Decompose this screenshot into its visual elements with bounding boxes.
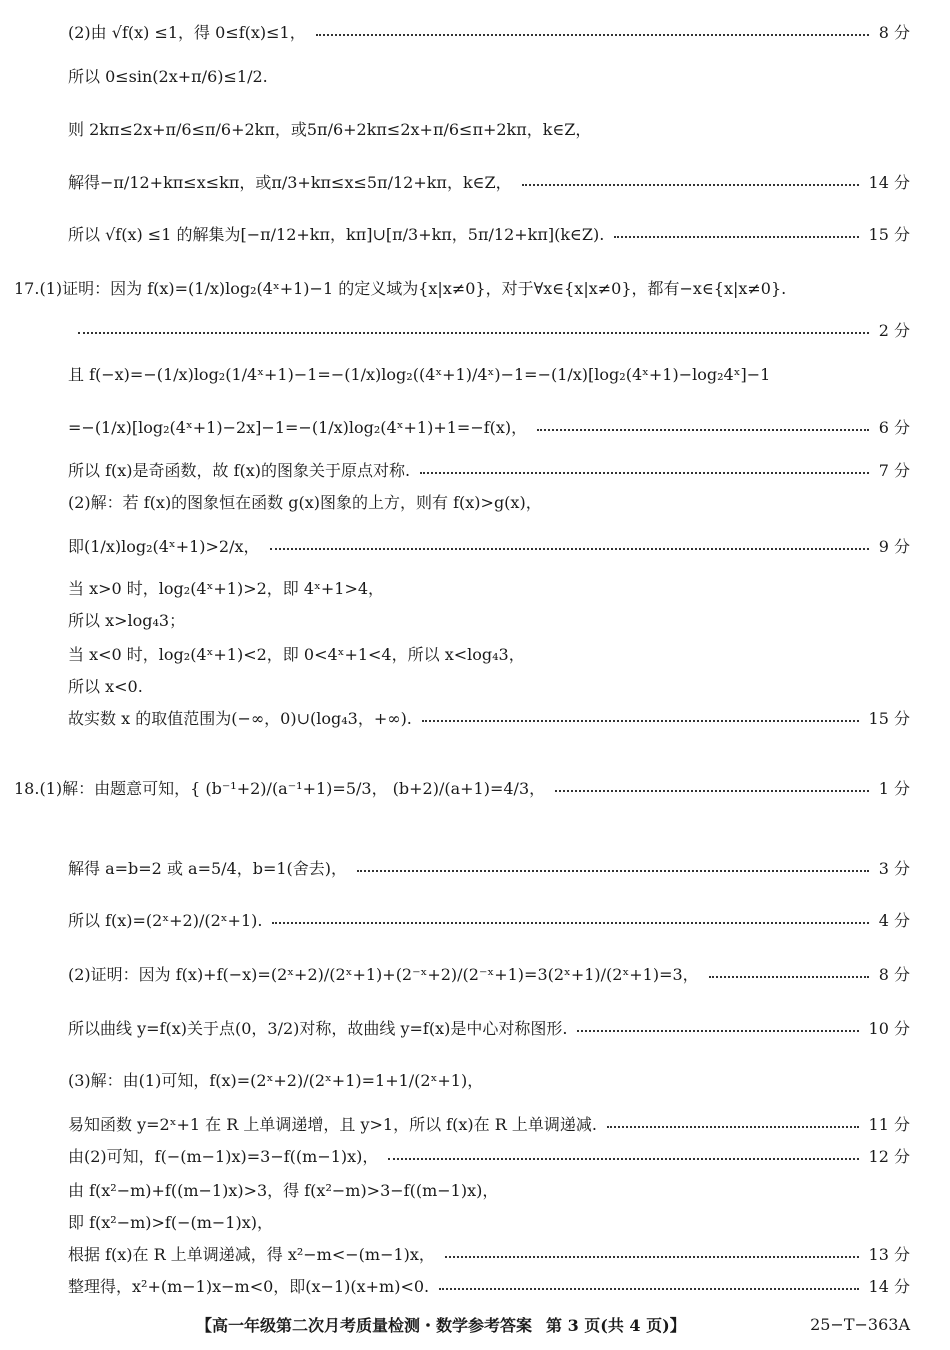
answer-line — [14, 776, 910, 799]
leader-dots — [272, 922, 868, 924]
line-text: 17.(1)证明：因为 f(x)=(1/x)log₂(4ˣ+1)−1 的定义域为{x|x≠0}，对于∀x∈{x|x≠0}，都有−x∈{x|x≠0}. — [14, 279, 787, 298]
answer-line — [68, 117, 910, 140]
line-text: 当 x<0 时，log₂(4ˣ+1)<2，即 0<4ˣ+1<4，所以 x<log₄3， — [68, 645, 525, 664]
score-label: 10 分 — [868, 1019, 910, 1038]
answer-line — [68, 1112, 910, 1135]
answer-line — [68, 170, 910, 193]
score-label: 14 分 — [868, 1277, 910, 1296]
leader-dots — [522, 184, 859, 186]
score-label: 8 分 — [878, 965, 910, 984]
answer-line — [68, 706, 910, 729]
score-label: 3 分 — [878, 859, 910, 878]
score-label: 2 分 — [878, 321, 910, 340]
line-text: =−(1/x)[log₂(4ˣ+1)−2x]−1=−(1/x)log₂(4ˣ+1)+1=−f(x)， — [68, 418, 528, 437]
line-text: 由(2)可知，f(−(m−1)x)=3−f((m−1)x)， — [68, 1147, 379, 1166]
leader-dots — [270, 548, 869, 550]
score-label: 15 分 — [868, 225, 910, 244]
score-label: 6 分 — [878, 418, 910, 437]
line-text: 易知函数 y=2ˣ+1 在 R 上单调递增，且 y>1，所以 f(x)在 R 上单调递减. — [68, 1115, 597, 1134]
leader-dots — [577, 1030, 858, 1032]
line-text: (2)证明：因为 f(x)+f(−x)=(2ˣ+2)/(2ˣ+1)+(2⁻ˣ+2)/(2⁻ˣ+1)=3(2ˣ+1)/(2ˣ+1)=3， — [68, 965, 699, 984]
leader-dots — [78, 332, 869, 334]
answer-line — [68, 1016, 910, 1039]
answer-line — [68, 458, 910, 481]
line-text: 则 2kπ≤2x+π/6≤π/6+2kπ，或5π/6+2kπ≤2x+π/6≤π+2kπ，k∈Z， — [68, 120, 592, 139]
answer-line — [68, 642, 910, 665]
score-label: 8 分 — [878, 23, 910, 42]
footer-page-number: 第 3 页(共 4 页)】 — [546, 1316, 686, 1335]
line-text: 即 f(x²−m)>f(−(m−1)x)， — [68, 1213, 273, 1232]
leader-dots — [555, 790, 869, 792]
answer-line — [14, 276, 910, 299]
score-label: 13 分 — [868, 1245, 910, 1264]
score-label: 4 分 — [878, 911, 910, 930]
answer-line — [68, 908, 910, 931]
answer-line — [68, 1274, 910, 1297]
answer-line — [68, 576, 910, 599]
footer-title: 【高一年级第二次月考质量检测・数学参考答案 — [196, 1316, 533, 1335]
answer-line — [68, 318, 910, 341]
answer-line — [68, 674, 910, 697]
leader-dots — [607, 1126, 859, 1128]
answer-line — [68, 1178, 910, 1201]
answer-line — [68, 1144, 910, 1167]
answer-line — [68, 362, 910, 385]
answer-line — [68, 534, 910, 557]
leader-dots — [709, 976, 869, 978]
line-text: (3)解：由(1)可知，f(x)=(2ˣ+2)/(2ˣ+1)=1+1/(2ˣ+1)， — [68, 1071, 484, 1090]
leader-dots — [445, 1256, 859, 1258]
answer-line — [68, 856, 910, 879]
leader-dots — [420, 472, 869, 474]
answer-line — [68, 962, 910, 985]
page-footer — [0, 1313, 910, 1336]
score-label: 12 分 — [868, 1147, 910, 1166]
line-text: 所以 0≤sin(2x+π/6)≤1/2. — [68, 67, 268, 86]
score-label: 14 分 — [868, 173, 910, 192]
score-label: 9 分 — [878, 537, 910, 556]
score-label: 11 分 — [868, 1115, 910, 1134]
leader-dots — [537, 429, 869, 431]
line-text: 故实数 x 的取值范围为(−∞，0)∪(log₄3，+∞). — [68, 709, 412, 728]
leader-dots — [422, 720, 859, 722]
line-text: 即(1/x)log₂(4ˣ+1)>2/x， — [68, 537, 260, 556]
leader-dots — [614, 236, 858, 238]
answer-line — [68, 1242, 910, 1265]
leader-dots — [439, 1288, 858, 1290]
line-text: 当 x>0 时，log₂(4ˣ+1)>2，即 4ˣ+1>4， — [68, 579, 385, 598]
line-text: 所以 f(x)是奇函数，故 f(x)的图象关于原点对称. — [68, 461, 411, 480]
line-text: 所以 x>log₄3； — [68, 611, 186, 630]
answer-line — [68, 64, 910, 87]
line-text: (2)由 √f(x) ≤1，得 0≤f(x)≤1， — [68, 23, 306, 42]
answer-line — [68, 20, 910, 43]
answer-line — [68, 608, 910, 631]
score-label: 7 分 — [878, 461, 910, 480]
answer-line — [68, 1068, 910, 1091]
answer-line — [68, 222, 910, 245]
answer-line — [68, 1210, 910, 1233]
line-text: 解得 a=b=2 或 a=5/4，b=1(舍去)， — [68, 859, 348, 878]
answer-line — [68, 415, 910, 438]
line-text: 所以 √f(x) ≤1 的解集为[−π/12+kπ，kπ]∪[π/3+kπ，5π/12+kπ](k∈Z). — [68, 225, 605, 244]
score-label: 1 分 — [878, 779, 910, 798]
answer-line — [68, 490, 910, 513]
line-text: 18.(1)解：由题意可知，{ (b⁻¹+2)/(a⁻¹+1)=5/3， (b+2)/(a+1)=4/3， — [14, 779, 546, 798]
line-text: 由 f(x²−m)+f((m−1)x)>3，得 f(x²−m)>3−f((m−1)x)， — [68, 1181, 499, 1200]
score-label: 15 分 — [868, 709, 910, 728]
line-text: 所以曲线 y=f(x)关于点(0，3/2)对称，故曲线 y=f(x)是中心对称图形. — [68, 1019, 568, 1038]
line-text: 解得−π/12+kπ≤x≤kπ，或π/3+kπ≤x≤5π/12+kπ，k∈Z， — [68, 173, 512, 192]
footer-code: 25−T−363A — [810, 1315, 910, 1334]
line-text: 所以 x<0. — [68, 677, 143, 696]
leader-dots — [388, 1158, 858, 1160]
line-text: 且 f(−x)=−(1/x)log₂(1/4ˣ+1)−1=−(1/x)log₂((4ˣ+1)/4ˣ)−1=−(1/x)[log₂(4ˣ+1)−log₂4ˣ]−1 — [68, 365, 771, 384]
line-text: 整理得，x²+(m−1)x−m<0，即(x−1)(x+m)<0. — [68, 1277, 430, 1296]
leader-dots — [316, 34, 869, 36]
line-text: 所以 f(x)=(2ˣ+2)/(2ˣ+1). — [68, 911, 263, 930]
line-text: 根据 f(x)在 R 上单调递减，得 x²−m<−(m−1)x， — [68, 1245, 435, 1264]
leader-dots — [357, 870, 869, 872]
line-text: (2)解：若 f(x)的图象恒在函数 g(x)图象的上方，则有 f(x)>g(x)， — [68, 493, 542, 512]
